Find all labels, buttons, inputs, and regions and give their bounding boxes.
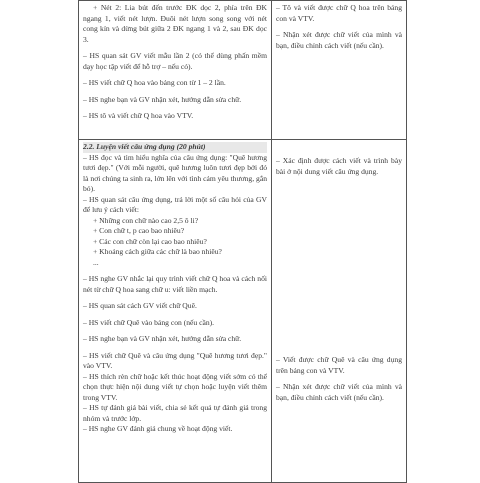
activity-line: – HS viết chữ Quê vào bảng con (nếu cần).: [83, 317, 215, 327]
outcome-line: – Tô và viết được chữ Q hoa trên bảng con và VTV.: [276, 3, 402, 23]
lesson-plan-table: [78, 0, 407, 483]
activity-line: – HS quan sát cách GV viết chữ Quê.: [83, 301, 197, 310]
activity-line: – HS nghe bạn và GV nhận xét, hướng dẫn sửa chữ.: [83, 94, 242, 104]
table-row: [79, 140, 407, 483]
activity-line: – HS tự đánh giá bài viết, chia sẻ kết quả tự đánh giá trong nhóm và trước lớp.: [83, 403, 267, 423]
outcome-line: – Nhận xét được chữ viết của mình và bạn, điều chỉnh cách viết (nếu cần).: [276, 30, 402, 50]
activity-line: – HS đọc và tìm hiểu nghĩa của câu ứng dụng: "Quê hương tươi đẹp." (Với mỗi người, quê hương luôn tươi đẹp bởi đó là nơi chúng ta sinh ra, lớn lên với tình cảm yêu thương, gắn bó).: [83, 152, 267, 193]
activity-line: – HS quan sát câu ứng dụng, trả lời một số câu hỏi của GV để lưu ý cách viết:: [83, 194, 267, 214]
activity-line: – HS viết chữ Q hoa vào bảng con từ 1 – 2 lần.: [83, 78, 226, 87]
activity-line: + Những con chữ nào cao 2,5 ô li?: [93, 215, 199, 225]
outcome-line: – Viết được chữ Quê và câu ứng dụng trên bảng con và VTV.: [276, 355, 402, 375]
activity-line: + Nét 2: Lia bút đến trước ĐK dọc 2, phía trên ĐK ngang 1, viết nét lượn. Đuôi nét lượn song song với nét cong kín và dừng bút giữa 2 ĐK ngang 1 và 2, sau ĐK dọc 3.: [83, 3, 267, 44]
activity-line: – HS viết chữ Quê và câu ứng dụng "Quê hương tươi đẹp." vào VTV.: [83, 350, 267, 370]
activity-line: – HS quan sát GV viết mẫu lần 2 (có thể dùng phấn mềm dạy học tập viết để hỗ trợ – nếu có).: [83, 51, 267, 71]
activity-line: – HS nghe GV nhắc lại quy trình viết chữ Q hoa và cách nối nét từ chữ Q hoa sang chữ u: viết liền mạch.: [83, 274, 267, 294]
outcome-cell: [272, 140, 407, 483]
activity-line: – HS nghe bạn và GV nhận xét, hướng dẫn sửa chữ.: [83, 334, 242, 343]
activity-line: – HS thích rèn chữ hoặc kết thúc hoạt động viết sớm có thể chọn thực hiện nội dung viết tự chọn hoặc luyện viết thêm trong VTV.: [83, 371, 267, 402]
activity-line: – HS nghe GV đánh giá chung về hoạt động viết.: [83, 424, 233, 433]
activity-line: ...: [93, 257, 99, 267]
outcome-line: – Nhận xét được chữ viết của mình và bạn, điều chỉnh cách viết (nếu cần).: [276, 382, 402, 402]
activity-line: + Khoảng cách giữa các chữ là bao nhiêu?: [93, 247, 222, 256]
activity-line: + Các con chữ còn lại cao bao nhiêu?: [93, 236, 207, 246]
outcome-line: – Xác định được cách viết và trình bày bài ở nội dung viết câu ứng dụng.: [276, 156, 402, 176]
activity-cell: [79, 140, 272, 483]
table-row: [79, 1, 407, 140]
activity-line: + Con chữ t, p cao bao nhiêu?: [93, 226, 185, 235]
activity-cell: [79, 1, 272, 140]
section-title: 2.2. Luyện viết câu ứng dụng (20 phút): [83, 142, 206, 151]
activity-line: – HS tô và viết chữ Q hoa vào VTV.: [83, 111, 194, 120]
outcome-cell: [272, 1, 407, 140]
